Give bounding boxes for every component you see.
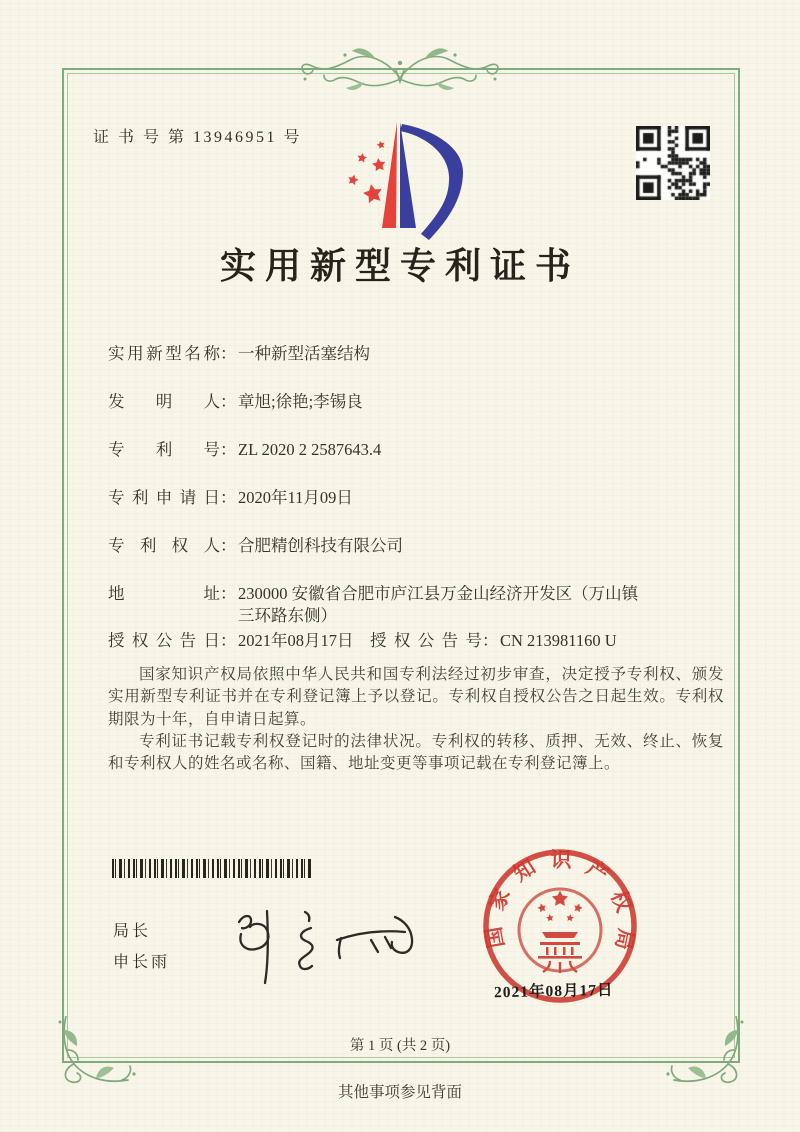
field-value: 230000 安徽省合肥市庐江县万金山经济开发区（万山镇三环路东侧） <box>238 584 639 625</box>
field-value: CN 213981160 U <box>500 631 617 650</box>
page-indicator: 第 1 页 (共 2 页) <box>349 1038 451 1054</box>
document-title: 实用新型专利证书 <box>219 246 580 286</box>
field-label: 发明人 <box>108 392 220 411</box>
field-list <box>108 343 645 652</box>
seal-agency-text: 国家知识产权局 <box>481 847 639 953</box>
back-side-note: 其他事项参见背面 <box>337 1084 462 1101</box>
field-label: 实用新型名称 <box>108 344 220 363</box>
field-row-patentee: 专利权人 ： 合肥精创科技有限公司 <box>108 535 645 557</box>
grant-date-field: 授权公告日 ： 2021年08月17日 <box>108 631 354 650</box>
field-label: 地址 <box>108 584 220 603</box>
top-flourish-ornament <box>290 38 510 102</box>
field-row-address: 地址 ： 230000 安徽省合肥市庐江县万金山经济开发区（万山镇三环路东侧） <box>108 583 645 627</box>
barcode <box>112 859 312 878</box>
field-row-patent-no: 专利号 ： ZL 2020 2 2587643.4 <box>108 439 645 461</box>
field-value: 合肥精创科技有限公司 <box>238 536 403 555</box>
field-value: 2021年08月17日 <box>238 631 354 650</box>
certificate-number: 证 书 号 第 13946951 号 <box>93 129 303 146</box>
field-label: 授权公告号 <box>370 631 482 650</box>
legal-text <box>108 664 724 775</box>
seal-date: 2021年08月17日 <box>493 981 614 1002</box>
grant-number-field: 授权公告号 ： CN 213981160 U <box>370 631 617 650</box>
field-label: 专利申请日 <box>108 488 220 507</box>
field-label: 专利号 <box>108 440 220 459</box>
field-row-grant <box>108 630 645 652</box>
field-value: ZL 2020 2 2587643.4 <box>238 440 382 459</box>
qr-code <box>636 126 710 200</box>
field-value: 章旭;徐艳;李锡良 <box>238 392 363 411</box>
commissioner-signature <box>225 890 435 990</box>
field-row-inventors: 发明人 ： 章旭;徐艳;李锡良 <box>108 391 645 413</box>
field-row-utility-name: 实用新型名称 ： 一种新型活塞结构 <box>108 343 645 365</box>
field-value: 一种新型活塞结构 <box>238 344 370 363</box>
field-row-filing-date: 专利申请日 ： 2020年11月09日 <box>108 487 645 509</box>
commissioner-name: 申长雨 <box>113 954 171 971</box>
national-emblem <box>519 889 601 973</box>
field-label: 专利权人 <box>108 536 220 555</box>
legal-paragraph-2: 专利证书记载专利权登记时的法律状况。专利权的转移、质押、无效、终止、恢复和专利权人的姓名或名称、国籍、地址变更等事项记载在专利登记簿上。 <box>108 732 724 773</box>
commissioner-title: 局长 <box>113 923 152 940</box>
legal-paragraph-1: 国家知识产权局依照中华人民共和国专利法经过初步审查，决定授予专利权、颁发实用新型专利证书并在专利登记簿上予以登记。专利权自授权公告之日起生效。专利权期限为十年，自申请日起算。 <box>108 666 724 728</box>
cnipa-logo <box>330 110 480 245</box>
field-value: 2020年11月09日 <box>238 488 353 507</box>
field-label: 授权公告日 <box>108 631 220 650</box>
